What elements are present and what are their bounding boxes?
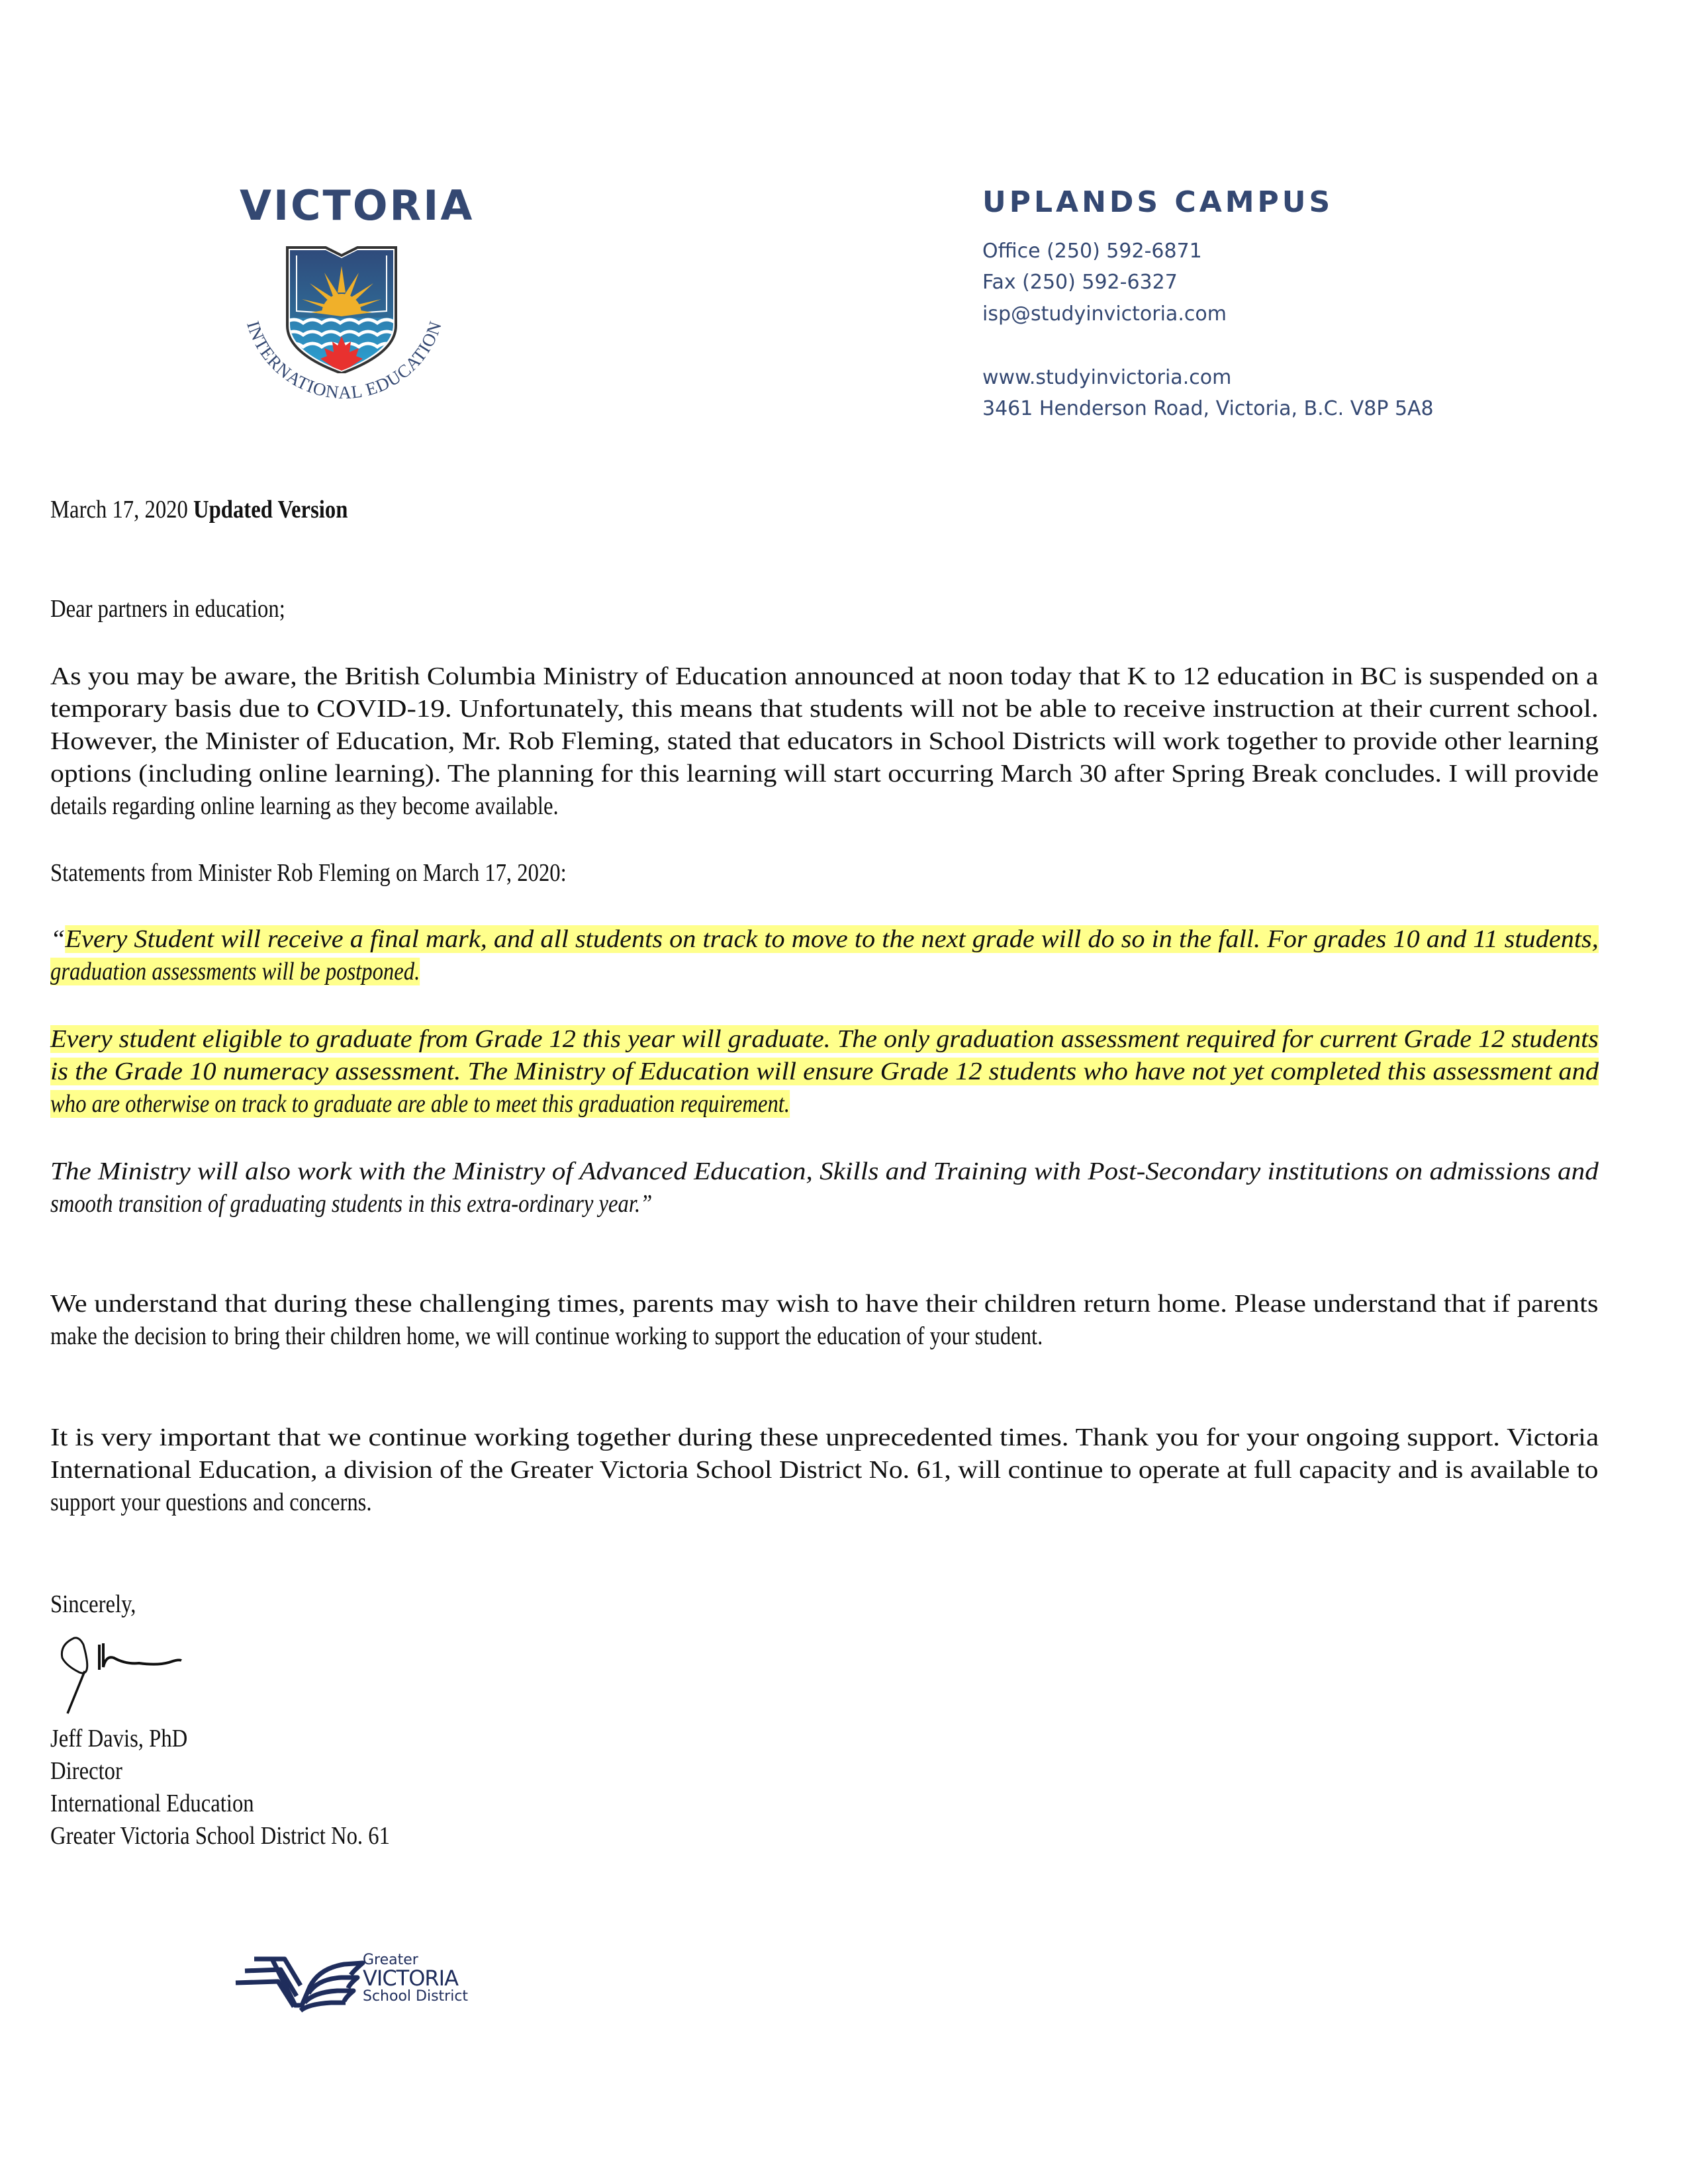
highlighted-text: is the Grade 10 numeracy assessment. The Ministry of Education will ensure Grade 12 students who have not yet completed this assessment and — [50, 1058, 1599, 1085]
date-line — [50, 494, 348, 525]
gvsd-line2: VICTORIA — [363, 1966, 458, 1991]
version-label: Updated Version — [193, 496, 348, 523]
text-line: We understand that during these challenging times, parents may wish to have their children return home. Please understand that if parents — [50, 1290, 1599, 1318]
gvsd-line1: Greater — [363, 1952, 418, 1968]
text-line — [50, 1056, 1599, 1087]
text-line: options (including online learning). The planning for this learning will start occurring March 30 after Spring Break concludes. I will provide — [50, 760, 1599, 788]
signer-department: International Education — [50, 1790, 254, 1817]
text-line — [50, 1089, 790, 1119]
letter-date: March 17, 2020 — [50, 496, 188, 523]
text-line: As you may be aware, the British Columbia Ministry of Education announced at noon today that K to 12 education in BC is suspended on a — [50, 662, 1599, 690]
salutation: Dear partners in education; — [50, 595, 285, 623]
highlighted-text: graduation assessments will be postponed. — [50, 958, 420, 985]
text-line — [50, 924, 1599, 954]
text-line: However, the Minister of Education, Mr. Rob Fleming, stated that educators in School Districts will work together to provide other learning — [50, 727, 1599, 755]
text-line: support your questions and concerns. — [50, 1488, 372, 1516]
text-line: It is very important that we continue working together during these unprecedented times. Thank you for your ongoing support. Victoria — [50, 1424, 1599, 1451]
highlighted-text: who are otherwise on track to graduate are able to meet this graduation requirement. — [50, 1090, 790, 1118]
email-link[interactable]: isp@studyinvictoria.com — [982, 302, 1227, 326]
closing: Sincerely, — [50, 1590, 136, 1618]
svg-text:INTERNATIONAL EDUCATION — [243, 318, 445, 402]
text-line — [50, 956, 420, 987]
open-quote: “ — [50, 925, 66, 953]
campus-address: 3461 Henderson Road, Victoria, B.C. V8P 5A8 — [982, 397, 1434, 420]
office-phone: Office (250) 592-6871 — [982, 240, 1202, 263]
signer-name: Jeff Davis, PhD — [50, 1725, 188, 1752]
highlighted-text: Every Student will receive a final mark, and all students on track to move to the next grade will do so in the fall. For grades 10 and 11 students, — [65, 925, 1599, 953]
text-line: details regarding online learning as they become available. — [50, 792, 559, 820]
text-line: International Education, a division of the Greater Victoria School District No. 61, will continue to operate at full capacity and is available to — [50, 1456, 1599, 1484]
campus-name: UPLANDS CAMPUS — [982, 185, 1334, 219]
highlighted-text: Every student eligible to graduate from Grade 12 this year will graduate. The only graduation assessment required for current Grade 12 students — [50, 1025, 1599, 1053]
arc-text: INTERNATIONAL EDUCATION — [243, 318, 446, 403]
gvsd-line3: School District — [363, 1988, 469, 2005]
statements-intro: Statements from Minister Rob Fleming on March 17, 2020: — [50, 859, 567, 887]
signature-icon — [53, 1631, 199, 1717]
logo-arc-text — [225, 291, 463, 437]
signer-organization: Greater Victoria School District No. 61 — [50, 1822, 390, 1850]
text-line: temporary basis due to COVID-19. Unfortunately, this means that students will not be able to receive instruction at their current school. — [50, 695, 1599, 723]
text-line — [50, 1024, 1599, 1054]
logo-wordmark: VICTORIA — [240, 181, 475, 230]
signer-title: Director — [50, 1757, 122, 1785]
website-link[interactable]: www.studyinvictoria.com — [982, 366, 1232, 389]
text-line: smooth transition of graduating students in this extra-ordinary year.” — [50, 1190, 653, 1218]
text-line: make the decision to bring their children home, we will continue working to support the education of your student. — [50, 1322, 1043, 1350]
text-line: The Ministry will also work with the Ministry of Advanced Education, Skills and Training with Post-Secondary institutions on admissions and — [50, 1158, 1599, 1185]
fax-number: Fax (250) 592-6327 — [982, 271, 1178, 294]
